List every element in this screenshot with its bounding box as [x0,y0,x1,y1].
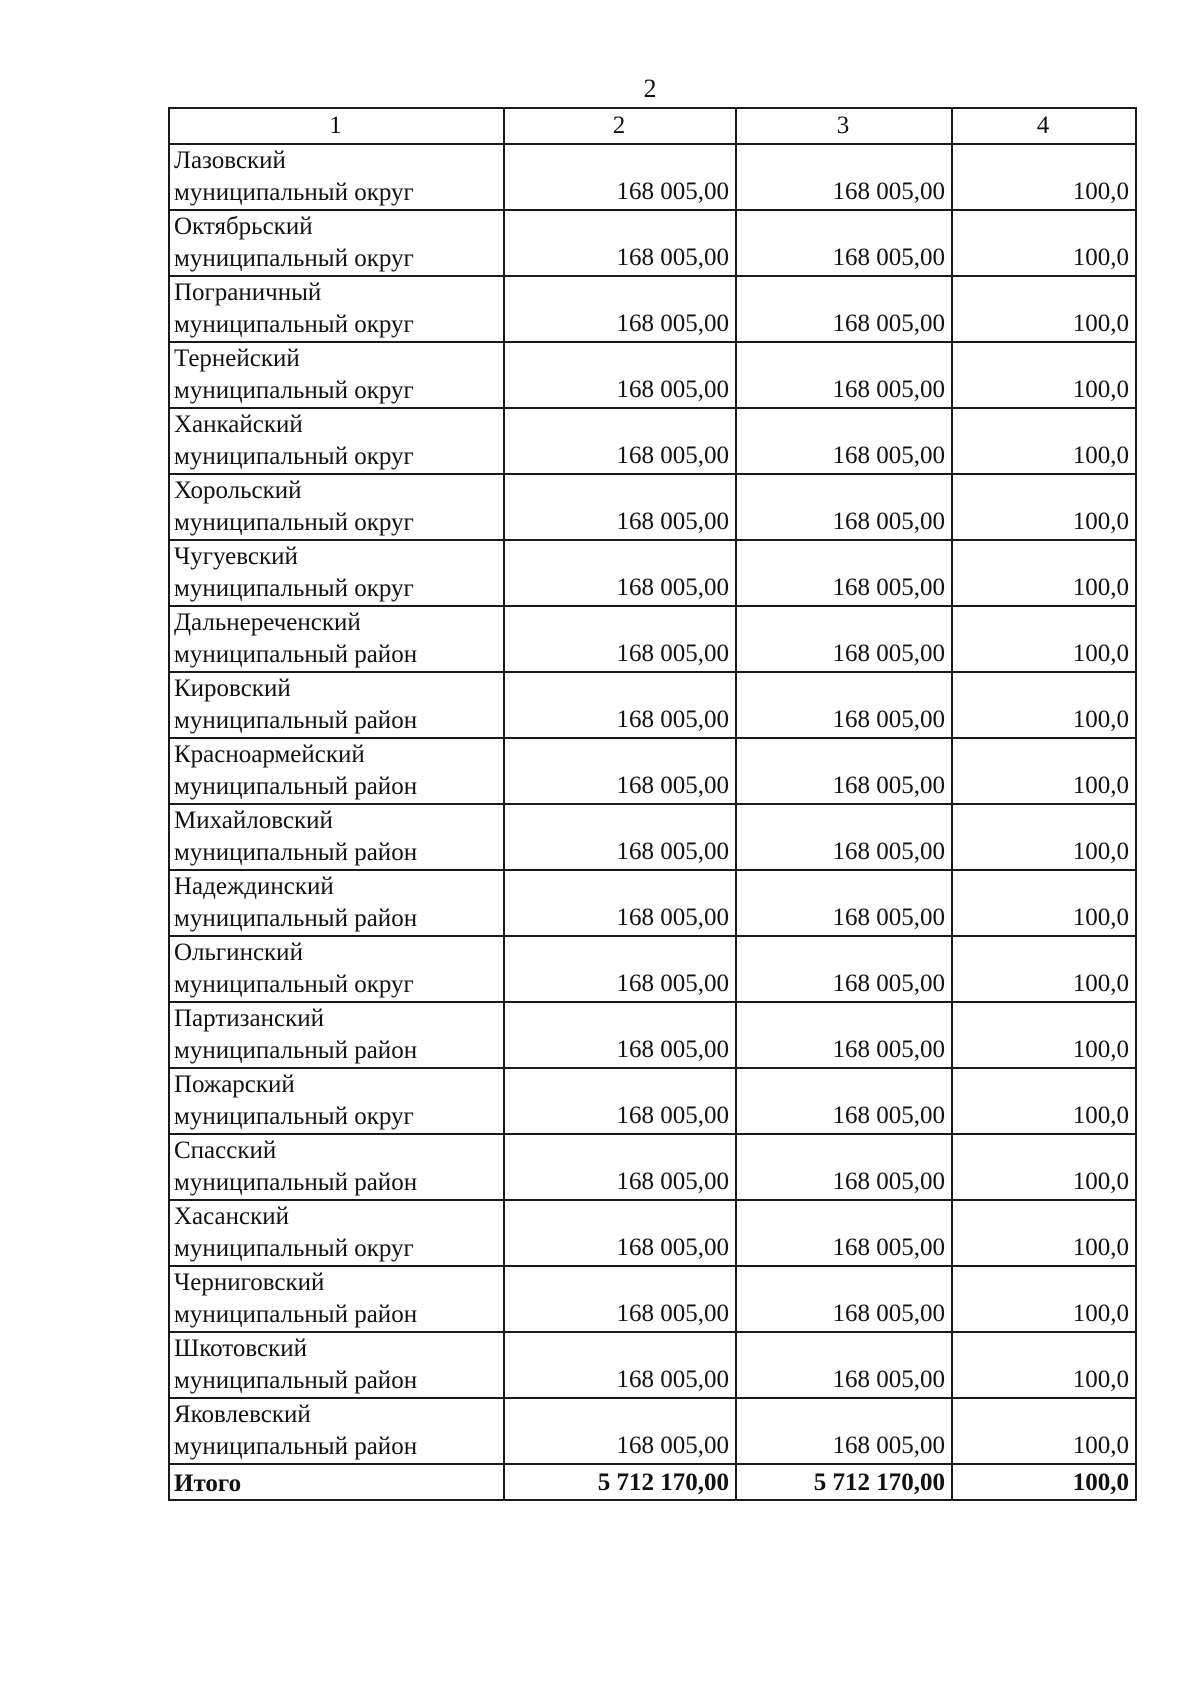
value-cell-col4: 100,0 [952,870,1136,936]
municipality-name: Пожарский [174,1071,295,1098]
municipality-name: Красноармейский [174,741,365,768]
value-cell-col3: 168 005,00 [736,210,952,276]
municipality-name-cell [169,342,504,408]
value-cell-col4: 100,0 [952,474,1136,540]
municipality-name: Пограничный [174,279,322,306]
value-cell-col4: 100,0 [952,144,1136,210]
value-cell-col4: 100,0 [952,1134,1136,1200]
municipality-type: муниципальный район [174,1433,418,1460]
municipality-type: муниципальный округ [174,179,414,206]
municipality-name: Яковлевский [174,1401,311,1428]
municipality-name-cell [169,870,504,936]
table-row [169,1398,1136,1464]
value-cell-col3: 168 005,00 [736,342,952,408]
table-row [169,276,1136,342]
municipality-type: муниципальный округ [174,1235,414,1262]
value-cell-col4: 100,0 [952,804,1136,870]
municipality-name-cell [169,936,504,1002]
table-row [169,1332,1136,1398]
table-row [169,870,1136,936]
value-cell-col3: 168 005,00 [736,1332,952,1398]
value-cell-col2: 168 005,00 [504,738,736,804]
value-cell-col2: 168 005,00 [504,1200,736,1266]
municipality-name: Михайловский [174,807,333,834]
municipality-type: муниципальный район [174,773,418,800]
table-row [169,474,1136,540]
municipality-name: Ханкайский [174,411,303,438]
value-cell-col3: 168 005,00 [736,1134,952,1200]
municipality-type: муниципальный округ [174,509,414,536]
column-header-1: 1 [169,108,504,144]
table-header-row [169,108,1136,144]
value-cell-col4: 100,0 [952,408,1136,474]
municipality-name-cell [169,1398,504,1464]
municipality-name-cell [169,540,504,606]
column-header-2: 2 [504,108,736,144]
municipality-type: муниципальный район [174,1301,418,1328]
value-cell-col4: 100,0 [952,210,1136,276]
value-cell-col2: 168 005,00 [504,1398,736,1464]
municipality-name: Хорольский [174,477,302,504]
municipality-type: муниципальный округ [174,443,414,470]
municipality-name: Кировский [174,675,291,702]
value-cell-col3: 168 005,00 [736,738,952,804]
total-col2: 5 712 170,00 [504,1464,736,1500]
value-cell-col3: 168 005,00 [736,144,952,210]
total-col4: 100,0 [952,1464,1136,1500]
table-row [169,1266,1136,1332]
value-cell-col3: 168 005,00 [736,276,952,342]
municipality-type: муниципальный район [174,1037,418,1064]
value-cell-col3: 168 005,00 [736,1398,952,1464]
municipality-type: муниципальный округ [174,1103,414,1130]
total-col3: 5 712 170,00 [736,1464,952,1500]
municipality-name-cell [169,804,504,870]
value-cell-col2: 168 005,00 [504,474,736,540]
total-label: Итого [169,1464,504,1500]
table-row [169,606,1136,672]
value-cell-col3: 168 005,00 [736,936,952,1002]
value-cell-col3: 168 005,00 [736,672,952,738]
table-row [169,540,1136,606]
municipality-type: муниципальный район [174,1367,418,1394]
allocation-table [168,107,1137,1501]
municipality-name: Дальнереченский [174,609,361,636]
municipality-name-cell [169,1002,504,1068]
value-cell-col3: 168 005,00 [736,540,952,606]
table-row [169,936,1136,1002]
total-row [169,1464,1136,1500]
table-body [169,144,1136,1464]
municipality-name-cell [169,672,504,738]
municipality-type: муниципальный район [174,707,418,734]
value-cell-col4: 100,0 [952,1398,1136,1464]
municipality-name: Лазовский [174,147,286,174]
value-cell-col4: 100,0 [952,672,1136,738]
value-cell-col2: 168 005,00 [504,276,736,342]
municipality-type: муниципальный округ [174,575,414,602]
value-cell-col2: 168 005,00 [504,210,736,276]
municipality-name: Шкотовский [174,1335,308,1362]
municipality-type: муниципальный округ [174,377,414,404]
table-row [169,672,1136,738]
table-row [169,342,1136,408]
value-cell-col3: 168 005,00 [736,408,952,474]
table-row [169,1134,1136,1200]
municipality-name: Тернейский [174,345,300,372]
municipality-name: Спасский [174,1137,277,1164]
value-cell-col2: 168 005,00 [504,408,736,474]
municipality-name-cell [169,606,504,672]
municipality-type: муниципальный район [174,839,418,866]
municipality-name: Хасанский [174,1203,290,1230]
value-cell-col4: 100,0 [952,1200,1136,1266]
value-cell-col4: 100,0 [952,540,1136,606]
column-header-4: 4 [952,108,1136,144]
municipality-name-cell [169,1332,504,1398]
value-cell-col2: 168 005,00 [504,342,736,408]
value-cell-col4: 100,0 [952,1002,1136,1068]
value-cell-col2: 168 005,00 [504,1068,736,1134]
value-cell-col3: 168 005,00 [736,804,952,870]
municipality-type: муниципальный район [174,905,418,932]
value-cell-col4: 100,0 [952,1266,1136,1332]
value-cell-col2: 168 005,00 [504,144,736,210]
value-cell-col2: 168 005,00 [504,1332,736,1398]
value-cell-col4: 100,0 [952,1332,1136,1398]
table-row [169,144,1136,210]
value-cell-col2: 168 005,00 [504,1266,736,1332]
value-cell-col3: 168 005,00 [736,1002,952,1068]
municipality-name-cell [169,1266,504,1332]
municipality-name-cell [169,276,504,342]
table-row [169,1002,1136,1068]
municipality-name: Черниговский [174,1269,325,1296]
municipality-name-cell [169,474,504,540]
table-row [169,408,1136,474]
municipality-name: Чугуевский [174,543,298,570]
table-row [169,210,1136,276]
municipality-type: муниципальный район [174,641,418,668]
municipality-type: муниципальный район [174,1169,418,1196]
municipality-name-cell [169,1068,504,1134]
value-cell-col3: 168 005,00 [736,1266,952,1332]
value-cell-col4: 100,0 [952,342,1136,408]
value-cell-col2: 168 005,00 [504,606,736,672]
municipality-name: Октябрьский [174,213,313,240]
value-cell-col4: 100,0 [952,276,1136,342]
municipality-name-cell [169,408,504,474]
column-header-3: 3 [736,108,952,144]
municipality-name: Надеждинский [174,873,334,900]
table-row [169,804,1136,870]
municipality-name-cell [169,1200,504,1266]
page-number: 2 [643,74,657,103]
value-cell-col2: 168 005,00 [504,804,736,870]
value-cell-col2: 168 005,00 [504,1134,736,1200]
municipality-name-cell [169,144,504,210]
municipality-type: муниципальный округ [174,311,414,338]
value-cell-col4: 100,0 [952,936,1136,1002]
value-cell-col4: 100,0 [952,606,1136,672]
value-cell-col3: 168 005,00 [736,870,952,936]
value-cell-col2: 168 005,00 [504,1002,736,1068]
table-row [169,738,1136,804]
value-cell-col2: 168 005,00 [504,540,736,606]
municipality-name-cell [169,1134,504,1200]
municipality-name-cell [169,210,504,276]
value-cell-col2: 168 005,00 [504,936,736,1002]
municipality-type: муниципальный округ [174,245,414,272]
value-cell-col2: 168 005,00 [504,870,736,936]
value-cell-col2: 168 005,00 [504,672,736,738]
value-cell-col4: 100,0 [952,738,1136,804]
table-row [169,1200,1136,1266]
value-cell-col3: 168 005,00 [736,474,952,540]
value-cell-col3: 168 005,00 [736,606,952,672]
table-row [169,1068,1136,1134]
municipality-name-cell [169,738,504,804]
value-cell-col3: 168 005,00 [736,1068,952,1134]
municipality-name: Ольгинский [174,939,303,966]
municipality-name: Партизанский [174,1005,324,1032]
value-cell-col4: 100,0 [952,1068,1136,1134]
value-cell-col3: 168 005,00 [736,1200,952,1266]
municipality-type: муниципальный округ [174,971,414,998]
